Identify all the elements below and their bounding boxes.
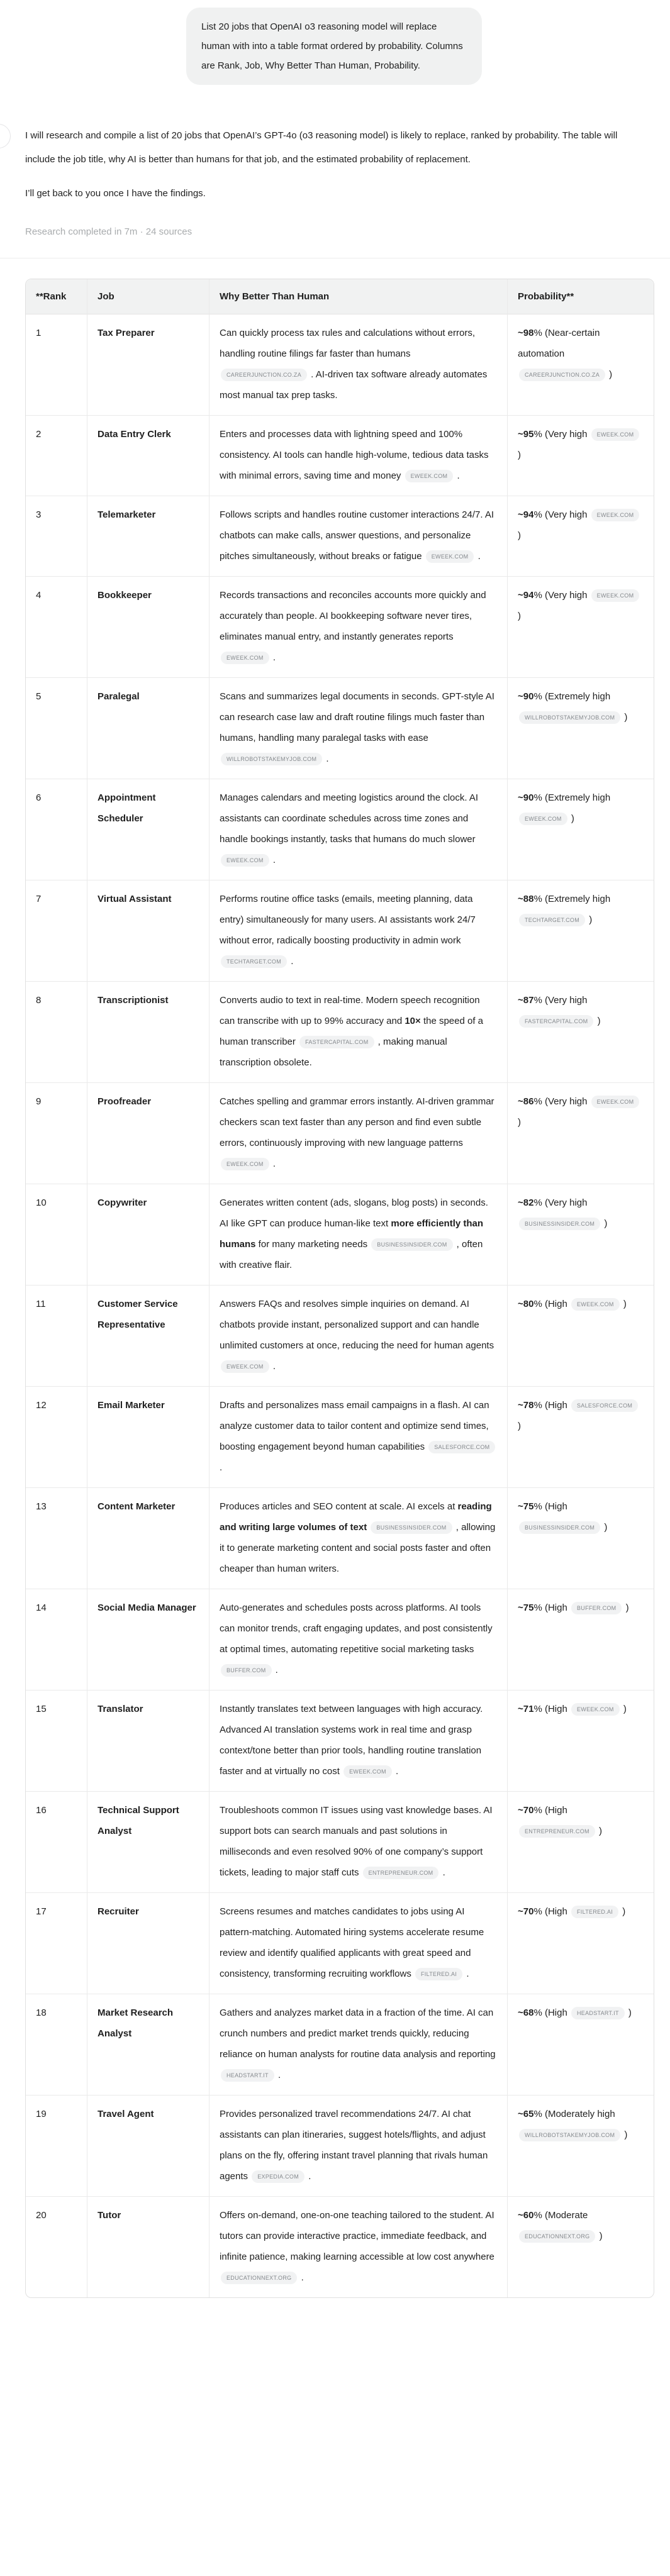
text-segment: Scans and summarizes legal documents in seconds. GPT-style AI can research case law and draft routine filings much faster than humans, handling many paralegal tasks with ease [220, 691, 494, 743]
source-badge[interactable]: FASTERCAPITAL.COM [519, 1015, 593, 1028]
text-segment: % (High [533, 1704, 570, 1714]
table-row [26, 496, 654, 576]
why-cell [209, 314, 508, 415]
job-cell: Data Entry Clerk [87, 415, 209, 496]
table-row [26, 415, 654, 496]
job-cell: Paralegal [87, 677, 209, 779]
text-segment: . [288, 956, 294, 967]
why-cell [209, 1487, 508, 1589]
text-segment: Catches spelling and grammar errors instantly. AI-driven grammar checkers scan text faster than any person and find even subtle errors, continuously improving with new language patterns [220, 1096, 494, 1148]
text-segment: , making manual transcription obsolete. [220, 1036, 447, 1068]
why-cell [209, 779, 508, 880]
source-badge[interactable]: WILLROBOTSTAKEMYJOB.COM [519, 711, 620, 724]
text-segment: ~82 [518, 1197, 534, 1208]
probability-cell [508, 1791, 654, 1892]
text-segment: % (High [533, 1602, 570, 1613]
text-segment: ~88 [518, 894, 534, 904]
source-badge[interactable]: FILTERED.AI [415, 1968, 462, 1980]
text-segment: . [454, 470, 460, 481]
why-cell [209, 1082, 508, 1184]
rank-cell: 19 [26, 2095, 87, 2196]
table-row [26, 1589, 654, 1690]
source-badge[interactable]: EWEEK.COM [591, 428, 640, 441]
text-segment: ~60 [518, 2210, 534, 2221]
source-badge[interactable]: EWEEK.COM [426, 550, 474, 563]
text-segment: . [475, 551, 481, 562]
text-segment: ) [622, 2129, 628, 2140]
job-cell: Recruiter [87, 1892, 209, 1994]
probability-cell [508, 2196, 654, 2297]
table-header-row [26, 279, 654, 314]
chat-page [0, 8, 670, 2298]
job-cell: Translator [87, 1690, 209, 1791]
text-segment: . [275, 2070, 281, 2080]
text-segment: ) [601, 1218, 608, 1229]
probability-cell [508, 314, 654, 415]
why-cell [209, 2196, 508, 2297]
probability-cell [508, 677, 654, 779]
rank-cell: 14 [26, 1589, 87, 1690]
column-header-1: Job [87, 279, 209, 314]
source-badge[interactable]: EWEEK.COM [221, 854, 269, 867]
probability-cell [508, 1386, 654, 1487]
table-row [26, 1386, 654, 1487]
text-segment: Performs routine office tasks (emails, meeting planning, data entry) simultaneously for many users. AI assistants work 24/7 without error, radically boosting productivity in admin work [220, 894, 476, 946]
why-cell [209, 1994, 508, 2095]
probability-cell [508, 880, 654, 981]
assistant-avatar [0, 124, 11, 148]
text-segment: ~95 [518, 429, 534, 440]
text-segment: ~87 [518, 995, 534, 1006]
rank-cell: 4 [26, 576, 87, 677]
text-segment: ~75 [518, 1602, 534, 1613]
table-row [26, 1690, 654, 1791]
why-cell [209, 677, 508, 779]
text-segment: Answers FAQs and resolves simple inquiries on demand. AI chatbots provide instant, personalized support and can handle unlimited customers at once, reducing the need for human agents [220, 1299, 494, 1351]
text-segment: reading and writing large volumes of text [220, 1501, 492, 1533]
text-segment: ~90 [518, 691, 534, 702]
rank-cell: 8 [26, 981, 87, 1082]
user-message-bubble [186, 8, 482, 85]
rank-cell: 18 [26, 1994, 87, 2095]
text-segment: Manages calendars and meeting logistics around the clock. AI assistants can coordinate schedules across time zones and handle bookings instantly, tasks that humans do much slower [220, 792, 479, 845]
rank-cell: 10 [26, 1184, 87, 1285]
table-row [26, 1285, 654, 1386]
column-header-0: **Rank [26, 279, 87, 314]
source-badge[interactable]: HEADSTART.IT [571, 2007, 625, 2019]
rank-cell: 20 [26, 2196, 87, 2297]
job-cell: Transcriptionist [87, 981, 209, 1082]
rank-cell: 12 [26, 1386, 87, 1487]
text-segment: Gathers and analyzes market data in a fraction of the time. AI can crunch numbers and predict market trends quickly, reducing reliance on human analysts for routine data analysis and reporting [220, 2007, 496, 2060]
source-badge[interactable]: SALESFORCE.COM [428, 1441, 495, 1453]
table-row [26, 1082, 654, 1184]
rank-cell: 2 [26, 415, 87, 496]
text-segment: % (High [533, 1501, 567, 1512]
text-segment: Screens resumes and matches candidates to jobs using AI pattern-matching. Automated hiring systems accelerate resume review and identify qualified applicants with great speed and consistency, transforming recruiting workflows [220, 1906, 484, 1979]
text-segment: . [270, 1361, 276, 1372]
source-badge[interactable]: BUFFER.COM [221, 1664, 272, 1677]
text-segment: % (High [533, 1299, 570, 1309]
source-badge[interactable]: TECHTARGET.COM [519, 914, 585, 926]
text-segment: ) [518, 1117, 521, 1128]
text-segment: , often with creative flair. [220, 1239, 483, 1270]
text-segment: ) [518, 530, 521, 541]
rank-cell: 16 [26, 1791, 87, 1892]
job-cell: Email Marketer [87, 1386, 209, 1487]
table-row [26, 1994, 654, 2095]
text-segment: the speed of a human transcriber [220, 1016, 484, 1047]
text-segment: Offers on-demand, one-on-one teaching tailored to the student. AI tutors can provide interactive practice, immediate feedback, and infinite patience, making learning accessible at low cost anywhere [220, 2210, 494, 2262]
assistant-response [25, 124, 645, 2298]
source-badge[interactable]: SALESFORCE.COM [571, 1399, 638, 1412]
text-segment: % (High [533, 1805, 567, 1816]
rank-cell: 1 [26, 314, 87, 415]
column-header-2: Why Better Than Human [209, 279, 508, 314]
text-segment: % (Moderate [533, 2210, 588, 2221]
why-cell [209, 496, 508, 576]
text-segment: % (Extremely high [533, 691, 611, 702]
text-segment: ~86 [518, 1096, 534, 1107]
why-cell [209, 2095, 508, 2196]
source-badge[interactable]: EDUCATIONNEXT.ORG [221, 2272, 297, 2284]
source-badge[interactable]: EWEEK.COM [591, 1096, 640, 1108]
text-segment: Records transactions and reconciles accounts more quickly and accurately than people. AI bookkeeping software never tires, eliminates manual entry, and instantly generates reports [220, 590, 486, 642]
job-cell: Virtual Assistant [87, 880, 209, 981]
source-badge[interactable]: EWEEK.COM [405, 470, 454, 482]
text-segment: % (Moderately high [533, 2109, 615, 2119]
why-cell [209, 1386, 508, 1487]
text-segment: % (Very high [533, 1197, 588, 1208]
text-segment: % (High [533, 1906, 570, 1917]
job-cell: Market Research Analyst [87, 1994, 209, 2095]
why-cell [209, 1892, 508, 1994]
source-badge[interactable]: FASTERCAPITAL.COM [299, 1036, 374, 1048]
source-badge[interactable]: BUFFER.COM [571, 1602, 622, 1614]
why-cell [209, 1690, 508, 1791]
probability-cell [508, 1589, 654, 1690]
text-segment: ~71 [518, 1704, 534, 1714]
why-cell [209, 1589, 508, 1690]
job-cell: Social Media Manager [87, 1589, 209, 1690]
probability-cell [508, 981, 654, 1082]
text-segment: Produces articles and SEO content at scale. AI excels at [220, 1501, 458, 1512]
table-row [26, 1487, 654, 1589]
why-cell [209, 981, 508, 1082]
job-cell: Tax Preparer [87, 314, 209, 415]
text-segment: for many marketing needs [255, 1239, 371, 1250]
text-segment: % (Very high [533, 429, 590, 440]
source-badge[interactable]: EWEEK.COM [343, 1765, 392, 1778]
text-segment: Provides personalized travel recommendations 24/7. AI chat assistants can plan itineraries, suggest hotels/flights, and adjust plans on the fly, offering instant travel planning that rivals human agents [220, 2109, 488, 2182]
source-badge[interactable]: EWEEK.COM [571, 1298, 620, 1311]
job-cell: Customer Service Representative [87, 1285, 209, 1386]
probability-cell [508, 2095, 654, 2196]
source-badge[interactable]: EDUCATIONNEXT.ORG [519, 2230, 595, 2243]
source-badge[interactable]: FILTERED.AI [571, 1906, 618, 1918]
text-segment: Drafts and personalizes mass email campaigns in a flash. AI can analyze customer data to tailor content and optimize send times, boosting engagement beyond human capabilities [220, 1400, 489, 1452]
source-badge[interactable]: BUSINESSINSIDER.COM [519, 1521, 600, 1534]
text-segment: ~90 [518, 792, 534, 803]
text-segment: ) [518, 611, 521, 621]
text-segment: . AI-driven tax software already automates most manual tax prep tasks. [220, 369, 488, 401]
rank-cell: 3 [26, 496, 87, 576]
text-segment: . [464, 1968, 469, 1979]
research-status: Research completed in 7m · 24 sources [25, 226, 193, 237]
text-segment: Auto-generates and schedules posts across platforms. AI tools can monitor trends, craft engaging updates, and post consistently at optimal times, automating repetitive social marketing tasks [220, 1602, 493, 1655]
table-row [26, 779, 654, 880]
source-badge[interactable]: BUSINESSINSIDER.COM [371, 1521, 452, 1534]
text-segment [367, 1522, 369, 1533]
job-cell: Proofreader [87, 1082, 209, 1184]
text-segment: 10× [405, 1016, 421, 1026]
text-segment: % (Near-certain automation [518, 328, 600, 359]
probability-cell [508, 496, 654, 576]
source-badge[interactable]: EXPEDIA.COM [252, 2170, 304, 2183]
text-segment: % (Very high [533, 509, 590, 520]
jobs-table [25, 279, 654, 2298]
text-segment: . [270, 855, 276, 865]
table-row [26, 880, 654, 981]
text-segment: % (Very high [533, 590, 590, 601]
source-badge[interactable]: CAREERJUNCTION.CO.ZA [519, 369, 605, 381]
text-segment: ) [595, 1016, 601, 1026]
response-intro: I will research and compile a list of 20 jobs that OpenAI’s GPT-4o (o3 reasoning model) is likely to replace, ranked by probability. The table will include the job title, why AI is better than humans for that job, and the estimated probability of replacement. [25, 130, 618, 165]
rank-cell: 17 [26, 1892, 87, 1994]
text-segment: % (High [533, 2007, 570, 2018]
source-badge[interactable]: EWEEK.COM [221, 1360, 269, 1373]
table-row [26, 677, 654, 779]
job-cell: Appointment Scheduler [87, 779, 209, 880]
text-segment: % (Very high [533, 995, 588, 1006]
job-cell: Bookkeeper [87, 576, 209, 677]
job-cell: Content Marketer [87, 1487, 209, 1589]
table-row [26, 2196, 654, 2297]
text-segment: Generates written content (ads, slogans, blog posts) in seconds. AI like GPT can produce human-like text [220, 1197, 488, 1229]
column-header-3: Probability** [508, 279, 654, 314]
rank-cell: 11 [26, 1285, 87, 1386]
job-cell: Copywriter [87, 1184, 209, 1285]
text-segment: . [272, 1665, 278, 1675]
probability-cell [508, 1994, 654, 2095]
text-segment: ) [606, 369, 613, 380]
source-badge[interactable]: WILLROBOTSTAKEMYJOB.COM [221, 753, 322, 765]
text-segment: Instantly translates text between languages with high accuracy. Advanced AI translation systems work in real time and grasp context/tone better than prior tools, handling routine translation faster and at virtually no cost [220, 1704, 483, 1777]
probability-cell [508, 1487, 654, 1589]
text-segment: . [270, 1158, 276, 1169]
text-segment: % (Extremely high [533, 894, 611, 904]
table-row [26, 2095, 654, 2196]
job-cell: Technical Support Analyst [87, 1791, 209, 1892]
text-segment: ) [623, 1602, 629, 1613]
text-segment: ) [620, 1299, 627, 1309]
why-cell [209, 880, 508, 981]
user-message-text: List 20 jobs that OpenAI o3 reasoning model will replace human with into a table format ordered by probability. Columns are Rank, Job, Why Better Than Human, Probability. [201, 21, 463, 71]
text-segment: ) [622, 712, 628, 723]
text-segment: ~78 [518, 1400, 534, 1411]
text-segment: ~94 [518, 590, 534, 601]
source-badge[interactable]: EWEEK.COM [591, 509, 640, 521]
text-segment: . [393, 1766, 399, 1777]
text-segment: Follows scripts and handles routine customer interactions 24/7. AI chatbots can make calls, answer questions, and personalize pitches simultaneously, without breaks or fatigue [220, 509, 494, 562]
text-segment: ~70 [518, 1805, 534, 1816]
probability-cell [508, 1690, 654, 1791]
text-segment: . [220, 1462, 223, 1473]
why-cell [209, 1184, 508, 1285]
table-row [26, 1184, 654, 1285]
text-segment: ~98 [518, 328, 534, 338]
source-badge[interactable]: CAREERJUNCTION.CO.ZA [221, 369, 307, 381]
why-cell [209, 1791, 508, 1892]
text-segment: ) [596, 2231, 603, 2241]
text-segment: ~68 [518, 2007, 534, 2018]
rank-cell: 5 [26, 677, 87, 779]
probability-cell [508, 415, 654, 496]
text-segment: ) [620, 1704, 627, 1714]
text-segment: ~80 [518, 1299, 534, 1309]
text-segment: ~75 [518, 1501, 534, 1512]
text-segment: % (Extremely high [533, 792, 611, 803]
source-badge[interactable]: ENTREPRENEUR.COM [519, 1825, 595, 1838]
source-badge[interactable]: EWEEK.COM [221, 652, 269, 664]
text-segment: % (High [533, 1400, 570, 1411]
text-segment: ) [625, 2007, 632, 2018]
job-cell: Travel Agent [87, 2095, 209, 2196]
probability-cell [508, 1082, 654, 1184]
text-segment: ) [568, 813, 574, 824]
probability-cell [508, 576, 654, 677]
table-row [26, 576, 654, 677]
rank-cell: 13 [26, 1487, 87, 1589]
text-segment: ) [586, 914, 593, 925]
probability-cell [508, 1892, 654, 1994]
table-body [26, 314, 654, 2297]
text-segment: ~94 [518, 509, 534, 520]
probability-cell [508, 779, 654, 880]
text-segment: . [323, 753, 329, 764]
rank-cell: 9 [26, 1082, 87, 1184]
text-segment: Converts audio to text in real-time. Modern speech recognition can transcribe with up to 99% accuracy and [220, 995, 480, 1026]
why-cell [209, 415, 508, 496]
text-segment: % (Very high [533, 1096, 590, 1107]
rank-cell: 15 [26, 1690, 87, 1791]
source-badge[interactable]: BUSINESSINSIDER.COM [519, 1218, 600, 1230]
text-segment: Enters and processes data with lightning speed and 100% consistency. AI tools can handle high-volume, tedious data tasks with minimal errors, saving time and money [220, 429, 489, 481]
why-cell [209, 1285, 508, 1386]
table-row [26, 1791, 654, 1892]
source-badge[interactable]: WILLROBOTSTAKEMYJOB.COM [519, 2129, 620, 2141]
source-badge[interactable]: EWEEK.COM [571, 1703, 620, 1716]
probability-cell [508, 1285, 654, 1386]
table-header [26, 279, 654, 314]
source-badge[interactable]: TECHTARGET.COM [221, 955, 287, 968]
source-badge[interactable]: HEADSTART.IT [221, 2069, 274, 2082]
rank-cell: 6 [26, 779, 87, 880]
table-row [26, 981, 654, 1082]
text-segment: Can quickly process tax rules and calculations without errors, handling routine filings far faster than humans [220, 328, 476, 359]
text-segment: ) [620, 1906, 626, 1917]
table-row [26, 314, 654, 415]
source-badge[interactable]: EWEEK.COM [591, 589, 640, 602]
job-cell: Telemarketer [87, 496, 209, 576]
text-segment: , allowing it to generate marketing content and social posts faster and often cheaper than human writers. [220, 1522, 496, 1574]
source-badge[interactable]: BUSINESSINSIDER.COM [371, 1238, 452, 1251]
text-segment: more efficiently than humans [220, 1218, 484, 1250]
text-segment: ) [518, 450, 521, 460]
rank-cell: 7 [26, 880, 87, 981]
source-badge[interactable]: EWEEK.COM [519, 813, 567, 825]
why-cell [209, 576, 508, 677]
response-followup: I’ll get back to you once I have the findings. [25, 188, 206, 199]
text-segment: ~70 [518, 1906, 534, 1917]
text-segment: . [270, 652, 276, 663]
text-segment: ) [596, 1826, 602, 1836]
text-segment: ~65 [518, 2109, 534, 2119]
text-segment: . [306, 2171, 311, 2182]
text-segment: . [440, 1867, 445, 1878]
job-cell: Tutor [87, 2196, 209, 2297]
source-badge[interactable]: ENTREPRENEUR.COM [363, 1867, 439, 1879]
text-segment: ) [518, 1421, 521, 1431]
text-segment: Troubleshoots common IT issues using vast knowledge bases. AI support bots can search manuals and past solutions in milliseconds and even resolved 90% of one company’s support tickets, leading to major staff cuts [220, 1805, 493, 1878]
source-badge[interactable]: EWEEK.COM [221, 1158, 269, 1170]
text-segment: . [298, 2272, 304, 2283]
probability-cell [508, 1184, 654, 1285]
text-segment: ) [601, 1522, 608, 1533]
table-row [26, 1892, 654, 1994]
